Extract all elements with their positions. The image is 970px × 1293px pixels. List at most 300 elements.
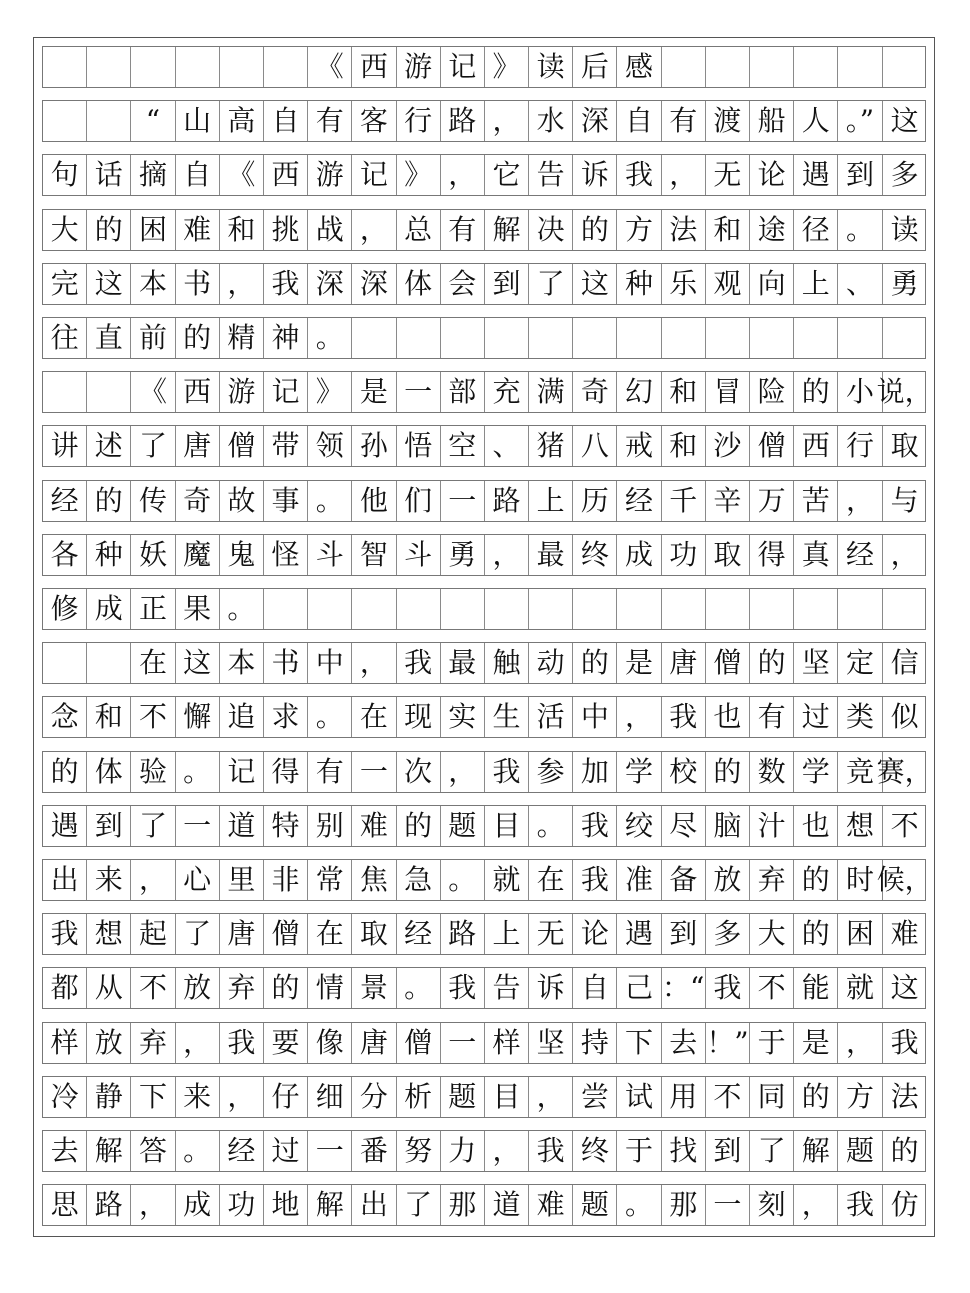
grid-cell: 唐 bbox=[352, 1023, 396, 1063]
grid-cell: 功 bbox=[662, 535, 706, 575]
grid-cell: 最 bbox=[441, 643, 485, 683]
grid-cell: 来 bbox=[87, 860, 131, 900]
grid-cell: 起 bbox=[131, 914, 175, 954]
text-row bbox=[42, 480, 926, 522]
grid-cell: 记 bbox=[441, 47, 485, 87]
grid-cell: 想 bbox=[87, 914, 131, 954]
grid-cell bbox=[706, 318, 750, 358]
grid-cell: 往 bbox=[43, 318, 87, 358]
grid-cell: 和 bbox=[220, 210, 264, 250]
grid-cell: 在 bbox=[308, 914, 352, 954]
grid-cell: 一 bbox=[352, 752, 396, 792]
grid-cell: 求 bbox=[264, 697, 308, 737]
grid-cell: 经 bbox=[397, 914, 441, 954]
grid-cell: 我 bbox=[662, 697, 706, 737]
grid-cell: 在 bbox=[352, 697, 396, 737]
grid-cell: 》 bbox=[308, 372, 352, 412]
grid-cell: 。 bbox=[220, 589, 264, 629]
grid-cell: 论 bbox=[573, 914, 617, 954]
grid-cell: 战 bbox=[308, 210, 352, 250]
grid-cell: 险 bbox=[750, 372, 794, 412]
grid-cell: “ bbox=[131, 101, 175, 141]
grid-cell: 悟 bbox=[397, 426, 441, 466]
grid-cell: 数 bbox=[750, 752, 794, 792]
grid-cell bbox=[264, 589, 308, 629]
grid-cell: 说， bbox=[876, 375, 933, 409]
grid-cell: 斗 bbox=[308, 535, 352, 575]
grid-cell: 己 bbox=[617, 968, 661, 1008]
grid-cell: 书 bbox=[264, 643, 308, 683]
grid-cell: 在 bbox=[529, 860, 573, 900]
grid-cell: 一 bbox=[441, 481, 485, 521]
grid-cell: 深 bbox=[352, 264, 396, 304]
grid-cell: 解 bbox=[308, 1185, 352, 1225]
grid-cell: 辛 bbox=[706, 481, 750, 521]
grid-cell: 到 bbox=[838, 155, 882, 195]
grid-cell: 的 bbox=[890, 1134, 919, 1167]
grid-cell: 也 bbox=[794, 806, 838, 846]
grid-cell: 刻 bbox=[750, 1185, 794, 1225]
grid-cell bbox=[794, 47, 838, 87]
grid-cell: 。 bbox=[441, 860, 485, 900]
grid-cell bbox=[352, 589, 396, 629]
grid-cell: 唐 bbox=[176, 426, 220, 466]
grid-cell: 样 bbox=[43, 1023, 87, 1063]
grid-cell: 困 bbox=[838, 914, 882, 954]
grid-cell bbox=[397, 589, 441, 629]
grid-cell: 像 bbox=[308, 1023, 352, 1063]
grid-cell: 解 bbox=[794, 1131, 838, 1171]
grid-cell: 得 bbox=[750, 535, 794, 575]
grid-cell: 的 bbox=[706, 752, 750, 792]
grid-cell bbox=[87, 372, 131, 412]
grid-cell: 的 bbox=[87, 210, 131, 250]
grid-cell: 追 bbox=[220, 697, 264, 737]
grid-cell: 多 bbox=[890, 158, 919, 192]
grid-cell: ， bbox=[890, 537, 919, 571]
grid-cell: 多 bbox=[706, 914, 750, 954]
grid-cell: 《 bbox=[220, 155, 264, 195]
grid-cell: 中 bbox=[573, 697, 617, 737]
grid-cell: 述 bbox=[87, 426, 131, 466]
grid-cell: 那 bbox=[441, 1185, 485, 1225]
grid-cell: 这 bbox=[890, 104, 919, 138]
grid-cell: 记 bbox=[264, 372, 308, 412]
grid-cell: 方 bbox=[838, 1077, 882, 1117]
grid-cell: 空 bbox=[441, 426, 485, 466]
grid-cell: ， bbox=[441, 752, 485, 792]
grid-cell: 它 bbox=[485, 155, 529, 195]
grid-cell: 诉 bbox=[529, 968, 573, 1008]
grid-cell bbox=[43, 47, 87, 87]
grid-cell: 到 bbox=[485, 264, 529, 304]
grid-cell: 修 bbox=[43, 589, 87, 629]
grid-cell: 沙 bbox=[706, 426, 750, 466]
grid-cell: ， bbox=[131, 860, 175, 900]
grid-cell: 不 bbox=[750, 968, 794, 1008]
grid-cell bbox=[838, 589, 882, 629]
grid-cell: 记 bbox=[352, 155, 396, 195]
grid-cell: 心 bbox=[176, 860, 220, 900]
grid-cell: 历 bbox=[573, 481, 617, 521]
grid-cell: 方 bbox=[617, 210, 661, 250]
grid-cell: ， bbox=[838, 1023, 882, 1063]
grid-cell: 故 bbox=[220, 481, 264, 521]
grid-cell: 斗 bbox=[397, 535, 441, 575]
grid-cell: 下 bbox=[131, 1077, 175, 1117]
grid-cell: 取 bbox=[706, 535, 750, 575]
grid-cell: 的 bbox=[573, 643, 617, 683]
grid-cell: 别 bbox=[308, 806, 352, 846]
grid-cell bbox=[220, 47, 264, 87]
grid-cell: ， bbox=[176, 1023, 220, 1063]
grid-cell: 同 bbox=[750, 1077, 794, 1117]
grid-cell: 《 bbox=[131, 372, 175, 412]
grid-cell: 了 bbox=[131, 426, 175, 466]
grid-cell bbox=[441, 318, 485, 358]
grid-cell: 怪 bbox=[264, 535, 308, 575]
text-row bbox=[42, 967, 926, 1009]
grid-cell: 成 bbox=[617, 535, 661, 575]
grid-cell: ， bbox=[352, 210, 396, 250]
text-row bbox=[42, 1022, 926, 1064]
grid-cell: 汁 bbox=[750, 806, 794, 846]
grid-cell: 我 bbox=[573, 860, 617, 900]
grid-cell: ， bbox=[529, 1077, 573, 1117]
grid-cell: 于 bbox=[617, 1131, 661, 1171]
grid-cell: 弃 bbox=[131, 1023, 175, 1063]
grid-cell: 遇 bbox=[617, 914, 661, 954]
grid-cell: 自 bbox=[617, 101, 661, 141]
grid-cell: 摘 bbox=[131, 155, 175, 195]
grid-cell: 定 bbox=[838, 643, 882, 683]
grid-cell: 非 bbox=[264, 860, 308, 900]
grid-cell: 我 bbox=[397, 643, 441, 683]
grid-cell: 弃 bbox=[220, 968, 264, 1008]
grid-cell: 千 bbox=[662, 481, 706, 521]
grid-cell: 去 bbox=[662, 1023, 706, 1063]
grid-cell: 大 bbox=[750, 914, 794, 954]
grid-cell: 解 bbox=[485, 210, 529, 250]
grid-cell: 山 bbox=[176, 101, 220, 141]
grid-cell: 讲 bbox=[43, 426, 87, 466]
grid-cell: 试 bbox=[617, 1077, 661, 1117]
grid-cell: 体 bbox=[87, 752, 131, 792]
grid-cell: ， bbox=[838, 481, 882, 521]
grid-cell: ， bbox=[441, 155, 485, 195]
grid-cell: 验 bbox=[131, 752, 175, 792]
grid-cell: 里 bbox=[220, 860, 264, 900]
grid-cell: 难 bbox=[890, 917, 919, 951]
grid-cell: 渡 bbox=[706, 101, 750, 141]
grid-cell: 与 bbox=[890, 483, 919, 517]
grid-cell: 念 bbox=[43, 697, 87, 737]
grid-cell bbox=[529, 318, 573, 358]
grid-cell bbox=[485, 589, 529, 629]
grid-cell: 观 bbox=[706, 264, 750, 304]
grid-cell: 奇 bbox=[176, 481, 220, 521]
grid-cell: 各 bbox=[43, 535, 87, 575]
grid-cell: 我 bbox=[706, 968, 750, 1008]
grid-cell: 参 bbox=[529, 752, 573, 792]
grid-cell: 他 bbox=[352, 481, 396, 521]
grid-cell: 不 bbox=[706, 1077, 750, 1117]
grid-cell: 就 bbox=[485, 860, 529, 900]
grid-cell: 。 bbox=[308, 481, 352, 521]
grid-cell: 这 bbox=[87, 264, 131, 304]
grid-cell: 了 bbox=[176, 914, 220, 954]
grid-cell: 游 bbox=[397, 47, 441, 87]
grid-cell: 经 bbox=[220, 1131, 264, 1171]
grid-cell: 次 bbox=[397, 752, 441, 792]
grid-cell: 、 bbox=[838, 264, 882, 304]
grid-cell: 幻 bbox=[617, 372, 661, 412]
grid-cell: 经 bbox=[838, 535, 882, 575]
grid-cell: 行 bbox=[397, 101, 441, 141]
grid-cell: 智 bbox=[352, 535, 396, 575]
grid-cell: 向 bbox=[750, 264, 794, 304]
grid-cell: 有 bbox=[750, 697, 794, 737]
grid-cell: 的 bbox=[573, 210, 617, 250]
grid-cell: 一 bbox=[441, 1023, 485, 1063]
grid-cell: ， bbox=[794, 1185, 838, 1225]
text-row bbox=[42, 317, 926, 359]
grid-cell: 出 bbox=[43, 860, 87, 900]
grid-cell bbox=[87, 643, 131, 683]
grid-cell: 。 bbox=[397, 968, 441, 1008]
grid-cell: 我 bbox=[617, 155, 661, 195]
grid-cell: 地 bbox=[264, 1185, 308, 1225]
grid-cell: 和 bbox=[87, 697, 131, 737]
grid-cell bbox=[883, 47, 927, 87]
grid-cell: 我 bbox=[220, 1023, 264, 1063]
grid-cell: 水 bbox=[529, 101, 573, 141]
grid-cell: 是 bbox=[794, 1023, 838, 1063]
grid-cell bbox=[794, 318, 838, 358]
grid-cell: 有 bbox=[662, 101, 706, 141]
grid-cell: 记 bbox=[220, 752, 264, 792]
grid-cell: 尝 bbox=[573, 1077, 617, 1117]
grid-cell: 一 bbox=[706, 1185, 750, 1225]
grid-cell: 景 bbox=[352, 968, 396, 1008]
grid-cell: 猪 bbox=[529, 426, 573, 466]
grid-cell: 真 bbox=[794, 535, 838, 575]
grid-cell: 小 bbox=[838, 372, 882, 412]
grid-cell: 的 bbox=[397, 806, 441, 846]
grid-cell: 客 bbox=[352, 101, 396, 141]
grid-cell: 我 bbox=[441, 968, 485, 1008]
grid-cell bbox=[397, 318, 441, 358]
grid-cell: 的 bbox=[794, 372, 838, 412]
grid-cell: 学 bbox=[617, 752, 661, 792]
grid-cell: 了 bbox=[750, 1131, 794, 1171]
grid-cell: 能 bbox=[794, 968, 838, 1008]
grid-cell: 放 bbox=[87, 1023, 131, 1063]
grid-cell: 僧 bbox=[264, 914, 308, 954]
text-row bbox=[42, 1130, 926, 1172]
grid-cell: 解 bbox=[87, 1131, 131, 1171]
grid-cell: 竞 bbox=[838, 752, 882, 792]
grid-cell: 学 bbox=[794, 752, 838, 792]
grid-cell: 现 bbox=[397, 697, 441, 737]
text-row bbox=[42, 751, 933, 793]
grid-cell: 遇 bbox=[43, 806, 87, 846]
grid-cell: 感 bbox=[617, 47, 661, 87]
grid-cell: 功 bbox=[220, 1185, 264, 1225]
grid-cell: ， bbox=[662, 155, 706, 195]
grid-cell: 常 bbox=[308, 860, 352, 900]
grid-cell: 读 bbox=[890, 212, 919, 246]
grid-cell: 领 bbox=[308, 426, 352, 466]
grid-cell bbox=[573, 318, 617, 358]
grid-cell: 赛， bbox=[876, 754, 933, 788]
text-row bbox=[42, 588, 926, 630]
grid-cell bbox=[662, 318, 706, 358]
grid-cell bbox=[308, 589, 352, 629]
grid-cell: 人 bbox=[794, 101, 838, 141]
text-row bbox=[42, 534, 926, 576]
grid-cell: 就 bbox=[838, 968, 882, 1008]
grid-cell: 绞 bbox=[617, 806, 661, 846]
text-row bbox=[42, 263, 926, 305]
grid-cell: 题 bbox=[838, 1131, 882, 1171]
grid-cell bbox=[750, 589, 794, 629]
grid-cell: 后 bbox=[573, 47, 617, 87]
grid-cell: 经 bbox=[617, 481, 661, 521]
grid-cell: 径 bbox=[794, 210, 838, 250]
grid-cell: 我 bbox=[485, 752, 529, 792]
grid-cell: 的 bbox=[794, 860, 838, 900]
grid-cell: 完 bbox=[43, 264, 87, 304]
grid-cell: 我 bbox=[573, 806, 617, 846]
grid-cell: 去 bbox=[43, 1131, 87, 1171]
grid-cell: 种 bbox=[617, 264, 661, 304]
grid-cell: 了 bbox=[397, 1185, 441, 1225]
text-row bbox=[42, 209, 926, 251]
grid-cell: 戒 bbox=[617, 426, 661, 466]
grid-cell: 取 bbox=[352, 914, 396, 954]
grid-cell: 无 bbox=[529, 914, 573, 954]
grid-cell: 正 bbox=[131, 589, 175, 629]
grid-cell: 来 bbox=[176, 1077, 220, 1117]
title-row bbox=[42, 46, 926, 88]
grid-cell: 冷 bbox=[43, 1077, 87, 1117]
grid-cell bbox=[750, 318, 794, 358]
grid-cell: 经 bbox=[43, 481, 87, 521]
grid-cell: 路 bbox=[87, 1185, 131, 1225]
grid-cell: 鬼 bbox=[220, 535, 264, 575]
grid-cell: 僧 bbox=[220, 426, 264, 466]
grid-cell bbox=[176, 47, 220, 87]
grid-cell: 难 bbox=[529, 1185, 573, 1225]
grid-cell: 西 bbox=[264, 155, 308, 195]
text-row bbox=[42, 100, 926, 142]
grid-cell: ， bbox=[220, 1077, 264, 1117]
grid-cell: 遇 bbox=[794, 155, 838, 195]
grid-cell: 冒 bbox=[706, 372, 750, 412]
grid-cell: 番 bbox=[352, 1131, 396, 1171]
grid-cell: 本 bbox=[220, 643, 264, 683]
grid-cell bbox=[838, 318, 882, 358]
grid-cell: 取 bbox=[890, 429, 919, 463]
grid-cell bbox=[662, 47, 706, 87]
grid-cell: 答 bbox=[131, 1131, 175, 1171]
grid-cell: 魔 bbox=[176, 535, 220, 575]
grid-cell: 勇 bbox=[441, 535, 485, 575]
grid-cell: 候， bbox=[876, 863, 933, 896]
grid-cell: 总 bbox=[397, 210, 441, 250]
grid-cell: 那 bbox=[662, 1185, 706, 1225]
grid-cell: 读 bbox=[529, 47, 573, 87]
grid-cell: 传 bbox=[131, 481, 175, 521]
grid-cell: 校 bbox=[662, 752, 706, 792]
grid-cell: 自 bbox=[264, 101, 308, 141]
grid-cell: 西 bbox=[352, 47, 396, 87]
grid-cell bbox=[706, 589, 750, 629]
grid-cell: 我 bbox=[529, 1131, 573, 1171]
grid-cell: 自 bbox=[176, 155, 220, 195]
grid-cell: 思 bbox=[43, 1185, 87, 1225]
grid-cell: 西 bbox=[176, 372, 220, 412]
grid-cell bbox=[883, 318, 927, 358]
grid-cell: 信 bbox=[890, 646, 919, 680]
grid-cell bbox=[352, 318, 396, 358]
grid-cell: 仔 bbox=[264, 1077, 308, 1117]
grid-cell bbox=[662, 589, 706, 629]
grid-cell: 决 bbox=[529, 210, 573, 250]
grid-cell: 。 bbox=[308, 318, 352, 358]
grid-cell: 上 bbox=[485, 914, 529, 954]
grid-cell: 神 bbox=[264, 318, 308, 358]
grid-cell: 告 bbox=[485, 968, 529, 1008]
grid-cell: 充 bbox=[485, 372, 529, 412]
grid-cell: ， bbox=[220, 264, 264, 304]
grid-cell: 僧 bbox=[397, 1023, 441, 1063]
grid-cell: 的 bbox=[264, 968, 308, 1008]
grid-cell: 。” bbox=[838, 101, 882, 141]
grid-cell: 。 bbox=[176, 1131, 220, 1171]
text-row bbox=[42, 1184, 926, 1226]
grid-cell: ， bbox=[485, 1131, 529, 1171]
grid-cell: 句 bbox=[43, 155, 87, 195]
grid-cell: 带 bbox=[264, 426, 308, 466]
grid-cell: 一 bbox=[308, 1131, 352, 1171]
grid-cell: 备 bbox=[662, 860, 706, 900]
grid-cell: 于 bbox=[750, 1023, 794, 1063]
grid-cell bbox=[838, 47, 882, 87]
grid-cell bbox=[131, 47, 175, 87]
grid-cell: 书 bbox=[176, 264, 220, 304]
grid-cell: 。 bbox=[529, 806, 573, 846]
grid-cell: 到 bbox=[87, 806, 131, 846]
grid-cell: ！” bbox=[706, 1023, 750, 1063]
grid-cell: 生 bbox=[485, 697, 529, 737]
grid-cell: 弃 bbox=[750, 860, 794, 900]
grid-cell: 困 bbox=[131, 210, 175, 250]
grid-cell: 在 bbox=[131, 643, 175, 683]
grid-cell: 。 bbox=[176, 752, 220, 792]
grid-cell bbox=[43, 372, 87, 412]
grid-cell: 。 bbox=[308, 697, 352, 737]
grid-cell: 得 bbox=[264, 752, 308, 792]
grid-cell: 懈 bbox=[176, 697, 220, 737]
grid-cell: 《 bbox=[308, 47, 352, 87]
grid-cell: 和 bbox=[662, 372, 706, 412]
grid-cell: 类 bbox=[838, 697, 882, 737]
grid-cell: 满 bbox=[529, 372, 573, 412]
grid-cell: 坚 bbox=[529, 1023, 573, 1063]
grid-cell bbox=[706, 47, 750, 87]
